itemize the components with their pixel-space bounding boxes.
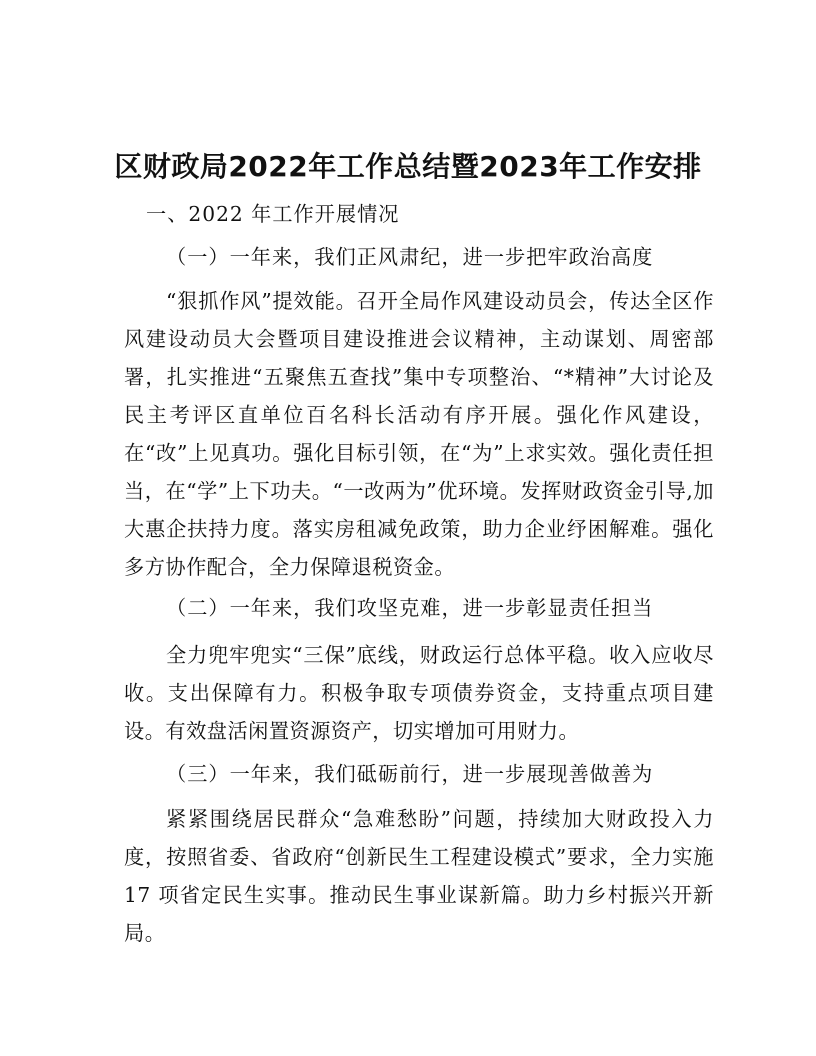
- paragraph-3: 紧紧围绕居民群众“急难愁盼”问题，持续加大财政投入力度，按照省委、省政府“创新民生工程建设模式”要求，全力实施 17 项省定民生实事。推动民生事业谋新篇。助力乡村振兴开新局。: [124, 807, 714, 945]
- subsection-heading-1: （一）一年来，我们正风肃纪，进一步把牢政治高度: [166, 245, 654, 269]
- section-heading: 一、2022 年工作开展情况: [146, 202, 400, 226]
- document-title: 区财政局2022年工作总结暨2023年工作安排: [114, 150, 702, 183]
- subsection-heading-2: （二）一年来，我们攻坚克难，进一步彰显责任担当: [166, 596, 654, 620]
- subsection-heading-3: （三）一年来，我们砥砺前行，进一步展现善做善为: [166, 762, 654, 786]
- paragraph-2: 全力兜牢兜实“三保”底线，财政运行总体平稳。收入应收尽收。支出保障有力。积极争取专项债券资金，支持重点项目建设。有效盘活闲置资源资产，切实增加可用财力。: [124, 643, 714, 743]
- paragraph-1: “狠抓作风”提效能。召开全局作风建设动员会，传达全区作风建设动员大会暨项目建设推进会议精神，主动谋划、周密部署，扎实推进“五聚焦五查找”集中专项整治、“*精神”大讨论及民主考评区直单位百名科长活动有序开展。强化作风建设，在“改”上见真功。强化目标引领，在“为”上求实效。强化责任担当，在“学”上下功夫。“一改两为”优环境。发挥财政资金引导,加大惠企扶持力度。落实房租减免政策，助力企业纾困解难。强化多方协作配合，全力保障退税资金。: [124, 289, 714, 579]
